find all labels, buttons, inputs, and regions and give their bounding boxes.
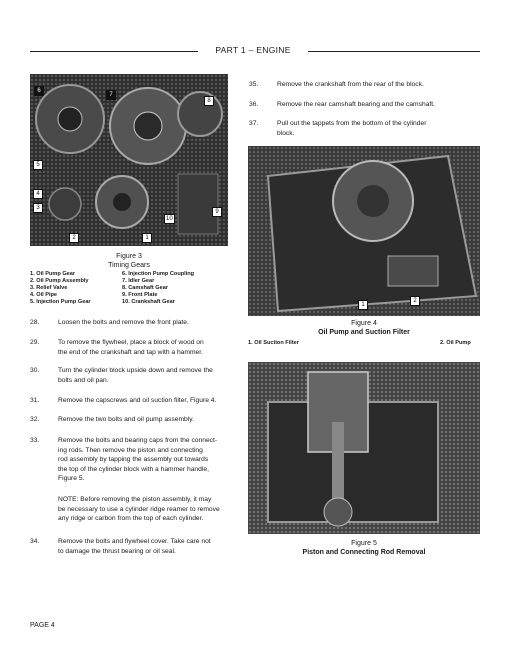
figure3-legend <box>30 271 194 306</box>
legend-row: 1. Oil Pump Gear 6. Injection Pump Coupling <box>30 271 195 277</box>
step-29: 29. To remove the flywheel, place a block of wood on the end of the crankshaft and tap with a hammer. <box>30 339 204 356</box>
step-35: 35. Remove the crankshaft from the rear of the block. <box>249 81 424 88</box>
legend-row: 4. Oil Pipe 9. Front Plate <box>30 292 158 298</box>
figure4-legend-left: 1. Oil Suction Filter <box>248 340 299 346</box>
fig4-callout-2: 2 <box>410 296 420 306</box>
step-30: 30. Turn the cylinder block upside down and remove the bolts and oil pan. <box>30 367 213 384</box>
figure5-subtitle: Piston and Connecting Rod Removal <box>302 549 426 556</box>
legend-row: 5. Injection Pump Gear 10. Crankshaft Gear <box>30 299 175 305</box>
legend-row: 2. Oil Pump Assembly 7. Idler Gear <box>30 278 155 284</box>
figure4-subtitle: Oil Pump and Suction Filter <box>318 329 410 336</box>
fig3-callout-4: 4 <box>33 189 43 199</box>
figure5-photo <box>248 362 480 534</box>
fig3-callout-10: 10 <box>166 216 173 222</box>
step-32: 32. Remove the two bolts and oil pump assembly. <box>30 416 194 423</box>
fig3-callout-7: 7 <box>106 90 116 100</box>
legend-row: 3. Relief Valve 8. Camshaft Gear <box>30 285 169 291</box>
step-28: 28. Loosen the bolts and remove the front plate. <box>30 319 189 326</box>
figure4-photo <box>248 146 480 316</box>
figure3-subtitle: Timing Gears <box>108 262 150 269</box>
step-36: 36. Remove the rear camshaft bearing and the camshaft. <box>249 101 435 108</box>
fig3-callout-5: 5 <box>33 160 43 170</box>
figure3-caption <box>30 252 228 270</box>
step-31: 31. Remove the capscrews and oil suction filter, Figure 4. <box>30 397 217 404</box>
fig3-callout-1: 1 <box>142 233 152 243</box>
fig3-callout-9: 9 <box>212 207 222 217</box>
figure4-legend-right: 2. Oil Pump <box>440 340 471 346</box>
page-number: PAGE 4 <box>30 622 55 629</box>
timing-gears-illustration <box>30 74 228 246</box>
fig3-callout-8: 8 <box>204 96 214 106</box>
oil-pump-illustration <box>248 146 480 316</box>
figure4-title: Figure 4 <box>351 320 377 327</box>
figure3-photo <box>30 74 228 246</box>
header-rule-right <box>308 51 480 52</box>
step-33: 33. Remove the bolts and bearing caps from the connect- ing rods. Then remove the piston and connecting rod assembly by tapping the assembly out towards the top of the cylinder block with a hammer handle, Figure 5. <box>30 437 218 482</box>
fig3-callout-2: 2 <box>69 233 79 243</box>
note-block: NOTE: Before removing the piston assembly, it may be necessary to use a cylinder ridge reamer to remove any ridge or carbon from the top of each cylinder. <box>58 496 220 522</box>
fig4-callout-1: 1 <box>358 300 368 310</box>
header-title: PART 1 – ENGINE <box>215 45 291 55</box>
fig3-callout-6: 6 <box>34 86 44 96</box>
fig3-callout-3: 3 <box>33 203 43 213</box>
figure4-caption <box>248 319 480 337</box>
page-header <box>30 44 480 58</box>
figure5-title: Figure 5 <box>351 540 377 547</box>
header-rule-left <box>30 51 198 52</box>
figure3-title: Figure 3 <box>116 253 142 260</box>
step-37: 37. Pull out the tappets from the bottom of the cylinder block. <box>249 120 427 137</box>
figure5-caption <box>248 539 480 557</box>
piston-removal-illustration <box>248 362 480 534</box>
step-34: 34. Remove the bolts and flywheel cover. Take care not to damage the thrust bearing or oil seal. <box>30 538 211 555</box>
